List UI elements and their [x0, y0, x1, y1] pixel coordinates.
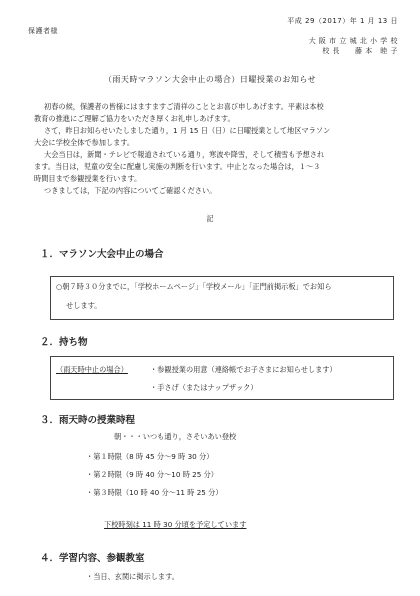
section-3-morning: 朝・・・いつも通り，さそいあい登校 — [114, 432, 237, 441]
section-2-label: （雨天時中止の場合） — [56, 365, 128, 374]
ki-mark: 記 — [206, 214, 214, 223]
intro-line: 大会当日は，新聞・テレビで報道されている通り，寒波や降雪，そして積雪も予想され — [44, 150, 325, 159]
section-1-line: せします。 — [66, 301, 102, 310]
section-4-heading: ４．学習内容、参観教室 — [40, 553, 145, 564]
section-3-heading: ３．雨天時の授業時程 — [40, 415, 136, 426]
section-2-box — [50, 356, 394, 400]
dismissal-time: 下校時刻は 11 時 30 分頃を予定しています — [104, 520, 247, 529]
period-2: ・第２時限（9 時 40 分～10 時 25 分） — [86, 470, 218, 479]
intro-line: さて，昨日お知らせいたしました通り，1 月 15 日（日）に日曜授業として地区マラソン — [44, 126, 331, 135]
section-2-item: ・手さげ（またはナップザック） — [150, 383, 258, 392]
section-1-line: ○朝７時３０分までに，「学校ホームページ」「学校メール」「正門前掲示板」でお知ら — [56, 282, 332, 291]
intro-line: つきましては，下記の内容についてご確認ください。 — [44, 186, 217, 195]
principal-name: 校 長 藤 本 睦 子 — [322, 47, 398, 55]
period-1: ・第１時限（8 時 45 分～9 時 30 分） — [86, 452, 214, 461]
intro-line: ます。当日は，児童の安全に配慮し実施の判断を行います。中止となった場合は，１～３ — [34, 162, 321, 171]
period-3: ・第３時限（10 時 40 分～11 時 25 分） — [86, 488, 223, 497]
section-1-heading: １．マラソン大会中止の場合 — [40, 249, 164, 260]
intro-line: 時間目まで参観授業を行います。 — [34, 174, 142, 183]
section-4-line: ・当日、玄関に掲示します。 — [86, 572, 179, 581]
section-2-heading: ２．持ち物 — [40, 337, 88, 348]
intro-line: 初春の候，保護者の皆様にはますますご清祥のこととお喜び申しあげます。平素は本校 — [44, 102, 324, 111]
document-date: 平成 29（2017）年 1 月 13 日 — [287, 17, 398, 25]
document-title: （雨天時マラソン大会中止の場合）日曜授業のお知らせ — [103, 75, 317, 84]
school-name: 大 阪 市 立 城 北 小 学 校 — [308, 37, 398, 45]
intro-line: 大会に学校全体で参加します。 — [34, 138, 135, 147]
recipient: 保護者様 — [28, 27, 58, 35]
section-2-item: ・参観授業の用意（連絡帳でお子さまにお知らせします） — [150, 365, 337, 374]
intro-line: 教育の推進にご理解ご協力をいただき厚くお礼申しあげます。 — [34, 114, 235, 123]
